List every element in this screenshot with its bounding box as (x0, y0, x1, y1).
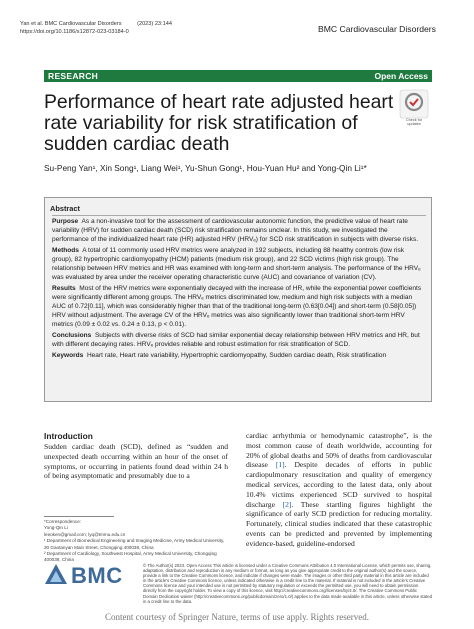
author-list: Su-Peng Yan¹, Xin Song¹, Liang Wei¹, Yu-Shun Gong¹, Hou-Yuan Hu² and Yong-Qin Li¹* (44, 163, 367, 173)
keywords-text: Heart rate, Heart rate variability, Hypertrophic cardiomyopathy, Sudden cardiac death, Risk stratification (86, 352, 387, 360)
citation-link-1[interactable]: [1] (275, 460, 285, 470)
correspondence-footnotes (44, 519, 228, 564)
correspondent-email[interactable]: leeoken@gmail.com; lyq@tmmu.edu.cn (44, 531, 126, 537)
introduction-heading: Introduction (44, 431, 93, 441)
keywords-label: Keywords (52, 352, 84, 360)
abstract-box (44, 197, 432, 402)
journal-name: BMC Cardiovascular Disorders (318, 24, 436, 34)
methods-label: Methods (52, 247, 79, 255)
abstract-methods (52, 247, 426, 283)
abstract-results (52, 285, 426, 330)
intro-text-b: . Despite decades of efforts in public cardiopulmonary resuscitation and quality of emergency medical services, according to the latest data, only about 10.4% victims experienced SCD survived to hospital discharge (246, 460, 432, 509)
conclusions-text: Subjects with diverse risks of SCD had similar exponential decay relationship between HRV metrics and HR, but with different decaying rates. HRVₑ provides reliable and robust estimation for risk stratification of SCD. (52, 332, 420, 348)
doi-link[interactable]: https://doi.org/10.1186/s12872-023-03184-0 (20, 28, 129, 35)
affiliation-1: ¹ Department of Biomedical Engineering and Imaging Medicine, Army Medical University, 30 Gaotanyan Main Street, Chongqing 400038, China (44, 538, 225, 550)
methods-text: A total of 11 commonly used HRV metrics were analyzed in 192 subjects, including 88 healthy controls (low risk group), 82 hypertrophic cardiomyopathy (HCM) patients (medium risk group), and 22 SCD victims (high risk group). The relationship between HRV metrics and HR was examined with long-term and short-term analysis. The performance of the HRVₑ was evaluated by area under the receiver operating characteristic curve (AUC) and covariance of variation (CV). (52, 247, 421, 281)
intro-paragraph-right (246, 431, 432, 549)
bmc-logo-text: BMC (71, 563, 123, 588)
affiliation-2: ² Department of Cardiology, Southwest Hospital, Army Medical University, Chongqing 400038, China (44, 551, 217, 563)
citation-link-2[interactable]: [2] (282, 499, 292, 509)
citation-line: Yan et al. BMC Cardiovascular Disorders (2023) 23:144 (20, 21, 172, 27)
abstract-keywords (52, 352, 426, 361)
intro-text-c: . These startling figures highlight the significance of early SCD prediction for reducing mortality. Fortunately, clinical studies indicated that these catastrophic events can be predicted and prevented by implementing evidence-based, guideline-endorsed (246, 499, 432, 548)
purpose-text: As a non-invasive tool for the assessment of cardiovascular autonomic function, the predictive value of heart rate variability (HRV) for sudden cardiac death (SCD) risk stratification remains unclear. In this study, we investigated the performance of the individualized heart rate (HR) adjusted HRV (HRVₑ) for SCD risk stratification in subjects with diverse risks. (52, 218, 419, 243)
left-column (44, 431, 228, 481)
purpose-label: Purpose (52, 218, 79, 225)
intro-text-a: cardiac arrhythmia or hemodynamic catastrophe”, is the most common cause of death worldwide, accounting for 20% of global deaths and 50% of deaths from cardiovascular disease (246, 431, 432, 470)
right-column (246, 431, 432, 549)
section-banner (44, 70, 432, 82)
correspondence-label: *Correspondence: (44, 519, 82, 524)
article-title: Performance of heart rate adjusted heart rate variability for risk stratification of sudden cardiac death (44, 91, 394, 155)
license-text: © The Author(s) 2023. Open Access This article is licensed under a Creative Commons Attribution 4.0 International License, which permits use, sharing, adaptation, distribution and reproduction in any medium or format, as long as you give appropriate credit to the original author(s) and the source, provide a link to the Creative Commons licence, and indicate if changes were made. The images or other third party material in this article are included in the article’s Creative Commons licence, unless indicated otherwise in a credit line to the material. If material is not included in the article’s Creative Commons licence and your intended use is not permitted by statutory regulation or exceeds the permitted use, you will need to obtain permission directly from the copyright holder. To view a copy of this licence, visit http://creativecommons.org/licenses/by/4.0/. The Creative Commons Public Domain Dedication waiver (http://creativecommons.org/publicdomain/zero/1.0/) applies to the data made available in this article, unless otherwise stated in a credit line to the data. (143, 563, 432, 604)
footer-notice: Content courtesy of Springer Nature, terms of use apply. Rights reserved. (104, 612, 370, 622)
citation-header (20, 21, 172, 36)
correspondent-name: Yong-Qin Li (44, 525, 68, 531)
results-text: Most of the HRV metrics were exponentially decayed with the increase of HR, while the exponential power coefficients were significantly different among groups. The HRVₑ metrics discriminated low, medium and high risk subjects with a median AUC of 0.72[0.11], which was considerably higher than that of the traditional long-term (0.63[0.04]) and short-term (0.58[0.05]) HRV without adjustment. The average CV of the HRVₑ metrics was also significantly lower than traditional short-term HRV metrics (0.09 ± 0.02 vs. 0.24 ± 0.13, p < 0.01). (52, 285, 422, 328)
results-label: Results (52, 285, 76, 293)
intro-paragraph-left: Sudden cardiac death (SCD), defined as “sudden and unexpected death occurring within an hour of the onset of symptoms, or occurring in patients found dead within 24 h of being asymptomatic and presumably due to a (44, 442, 228, 481)
check-for-updates-icon[interactable] (399, 89, 429, 119)
open-access-label: Open Access (374, 71, 428, 81)
abstract-heading: Abstract (50, 204, 80, 213)
section-label: RESEARCH (48, 71, 99, 81)
abstract-conclusions (52, 332, 426, 350)
bmc-logo-icon (44, 563, 68, 585)
footnote-divider (44, 516, 114, 517)
conclusions-label: Conclusions (52, 332, 92, 340)
check-for-updates-label: Check for updates (405, 118, 423, 126)
abstract-divider (52, 215, 426, 216)
abstract-purpose (52, 218, 426, 245)
